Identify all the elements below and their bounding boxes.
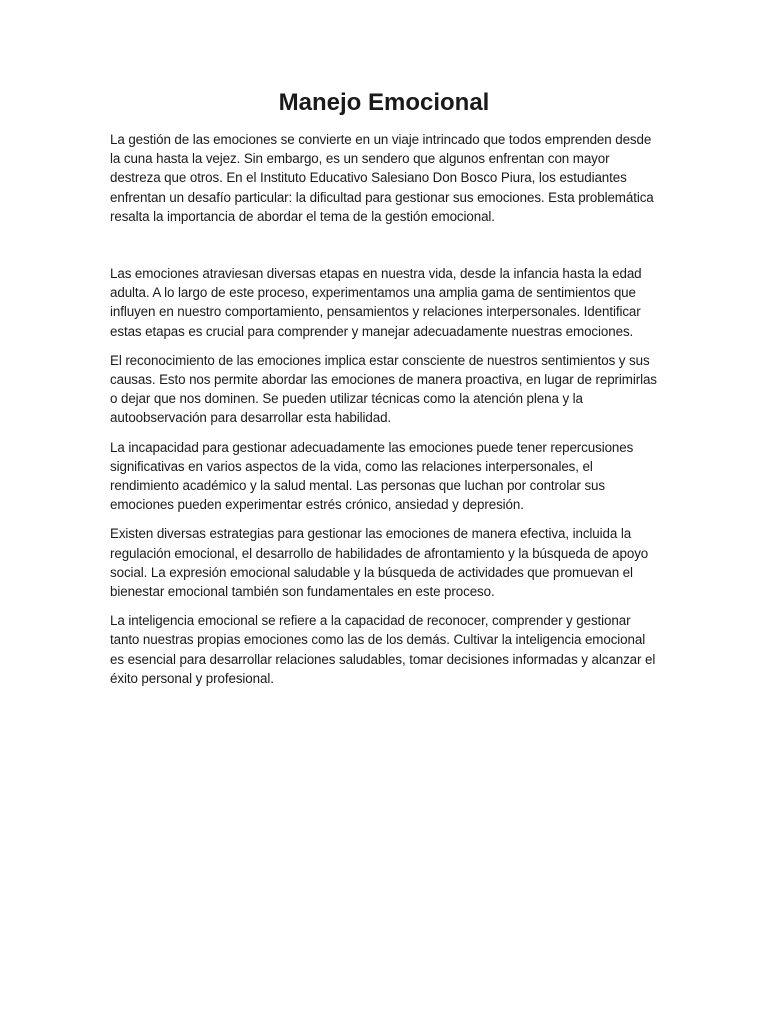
document-body [110,130,662,698]
paragraph-incapacidad: La incapacidad para gestionar adecuadamente las emociones puede tener repercusiones significativas en varios aspectos de la vida, como las relaciones interpersonales, el rendimiento académico y la salud mental. Las personas que luchan por controlar sus emociones pueden experimentar estrés crónico, ansiedad y depresión. [110,439,634,513]
paragraph-etapas: Las emociones atraviesan diversas etapas en nuestra vida, desde la infancia hasta la edad adulta. A lo largo de este proceso, experimentamos una amplia gama de sentimientos que influyen en nuestro comportamiento, pensamientos y relaciones interpersonales. Identificar estas etapas es crucial para comprender y manejar adecuadamente nuestras emociones. [110,266,642,339]
paragraph-reconocimiento: El reconocimiento de las emociones implica estar consciente de nuestros sentimientos y sus causas. Esto nos permite abordar las emociones de manera proactiva, en lugar de reprimirlas o dejar que nos dominen. Se pueden utilizar técnicas como la atención plena y la autoobservación para desarrollar esta habilidad. [110,352,657,426]
paragraph-intro: La gestión de las emociones se convierte en un viaje intrincado que todos emprenden desde la cuna hasta la vejez. Sin embargo, es un sendero que algunos enfrentan con mayor destreza que otros. En el Instituto Educativo Salesiano Don Bosco Piura, los estudiantes enfrentan un desafío particular: la dificultad para gestionar sus emociones. Esta problemática resalta la importancia de abordar el tema de la gestión emocional. [110,132,654,224]
paragraph-estrategias: Existen diversas estrategias para gestionar las emociones de manera efectiva, incluida la regulación emocional, el desarrollo de habilidades de afrontamiento y la búsqueda de apoyo social. La expresión emocional saludable y la búsqueda de actividades que promuevan el bienestar emocional también son fundamentales en este proceso. [110,526,649,600]
document-title: Manejo Emocional [278,89,490,116]
paragraph-inteligencia: La inteligencia emocional se refiere a la capacidad de reconocer, comprender y gestionar tanto nuestras propias emociones como las de los demás. Cultivar la inteligencia emocional es esencial para desarrollar relaciones saludables, tomar decisiones informadas y alcanzar el éxito personal y profesional. [110,613,656,686]
